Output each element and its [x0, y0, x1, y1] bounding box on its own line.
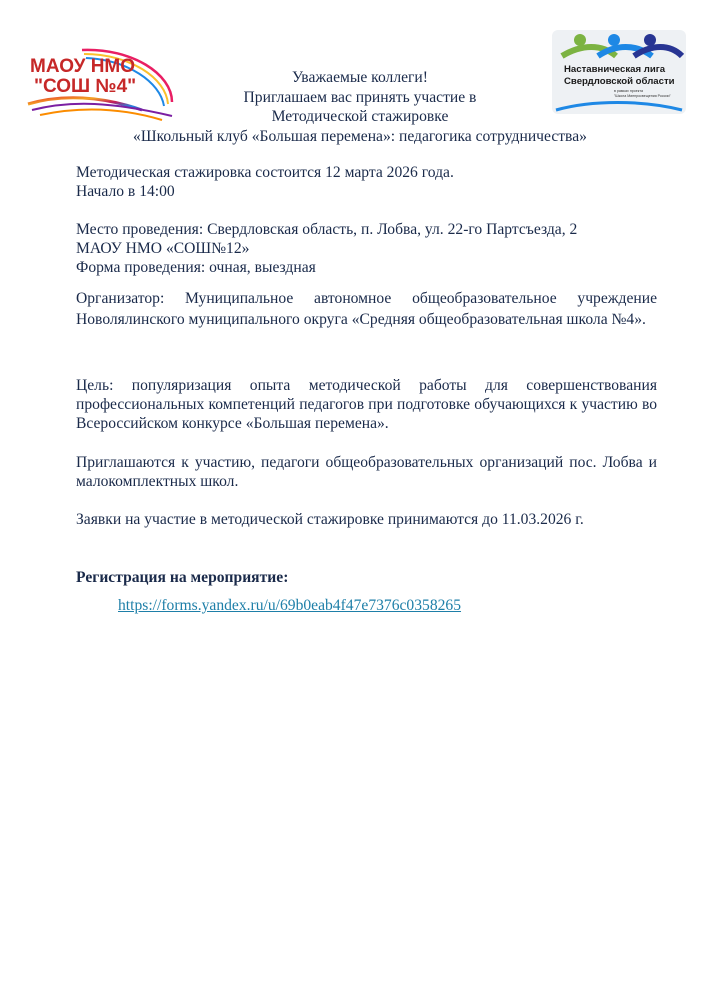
league-logo-line2: Свердловской области: [564, 76, 675, 87]
league-logo-caption1: в рамках проекта: [614, 89, 643, 93]
event-date: Методическая стажировка состоится 12 марта 2026 года.: [76, 164, 454, 181]
league-logo-line1: Наставническая лига: [564, 64, 666, 75]
invited-paragraph: Приглашаются к участию, педагоги общеобразовательных организаций пос. Лобва и малокомплектных школ.: [76, 454, 657, 490]
organizer-paragraph: Организатор: Муниципальное автономное общеобразовательное учреждение Новолялинского муниципального округа «Средняя общеобразовательная школа №4».: [76, 290, 657, 328]
invitation-heading: [60, 68, 660, 146]
venue-block: [76, 220, 657, 277]
greeting: Уважаемые коллеги!: [292, 69, 428, 86]
deadline-paragraph: [76, 510, 657, 529]
venue-format: Форма проведения: очная, выездная: [76, 259, 316, 276]
venue-place: Место проведения: Свердловская область, п. Лобва, ул. 22-го Партсъезда, 2: [76, 221, 578, 238]
schedule-block: [76, 163, 657, 201]
event-start-time: Начало в 14:00: [76, 183, 175, 200]
venue-organization: МАОУ НМО «СОШ№12»: [76, 240, 250, 257]
event-theme: «Школьный клуб «Большая перемена»: педагогика сотрудничества»: [133, 127, 587, 145]
school-logo-line2: "СОШ №4": [34, 76, 137, 97]
school-logo-line1: МАОУ НМО: [30, 56, 136, 77]
deadline-text: Заявки на участие в методической стажировке принимаются до 11.03.2026 г.: [76, 511, 584, 528]
registration-link[interactable]: https://forms.yandex.ru/u/69b0eab4f47e7376c0358265: [118, 597, 462, 614]
goal-paragraph: Цель: популяризация опыта методической работы для совершенствования профессиональных компетенций педагогов при подготовке обучающихся к участию во Всероссийском конкурсе «Большая перемена».: [76, 377, 657, 432]
registration-title: [76, 568, 657, 587]
league-logo-caption2: "Школа Минпросвещения России": [614, 94, 671, 98]
registration-title-text: Регистрация на мероприятие:: [76, 569, 289, 586]
event-name: Методической стажировке: [271, 108, 449, 126]
invite-line: Приглашаем вас принять участие в: [243, 88, 477, 106]
